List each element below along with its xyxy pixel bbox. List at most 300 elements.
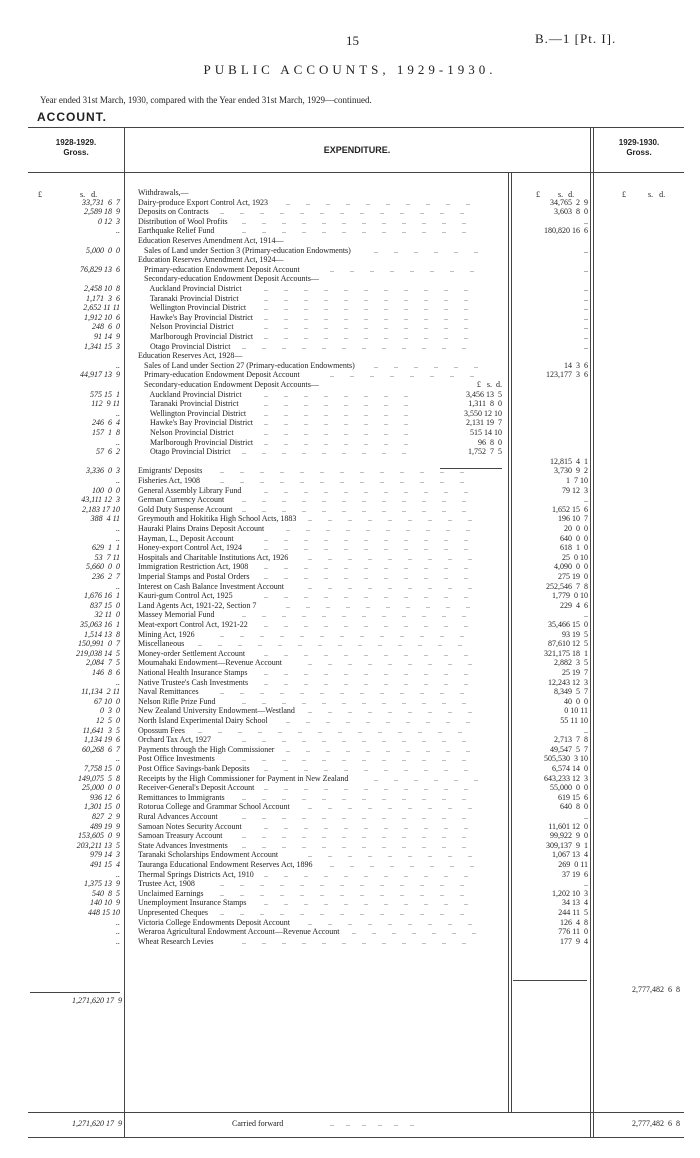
- row-leader-dots: .. .. .. .. .. .. .. .. ..: [308, 706, 472, 716]
- row-inner-amount: 1,752 7 5: [468, 447, 502, 457]
- document-reference: B.—1 [Pt. I].: [535, 31, 617, 46]
- row-leader-dots: .. .. .. .. .. .. .. .. .. .. .. ..: [242, 831, 466, 841]
- footer-prev-total: 1,271,620 17 9: [72, 1119, 122, 1128]
- row-cur-amount: 1,067 13 4: [552, 850, 588, 860]
- row-description: Imperial Stamps and Postal Orders: [138, 572, 250, 581]
- row-cur-amount: ..: [584, 725, 588, 735]
- row-description: Immigration Restriction Act, 1908: [138, 562, 249, 572]
- row-leader-dots: .. .. .. .. .. .. .. .. .. .. ..: [264, 543, 468, 553]
- row-leader-dots: .. .. .. .. .. .. .. ..: [330, 370, 474, 380]
- unit-pound: £: [38, 189, 42, 199]
- row-description: Wheat Research Levies: [138, 936, 214, 946]
- row-prev-amount: 149,075 5 8: [78, 773, 120, 783]
- row-cur-amount: ..: [584, 293, 588, 303]
- row-description: Emigrants' Deposits: [138, 466, 203, 476]
- row-cur-amount: 12,243 12 3: [548, 677, 588, 687]
- row-description: Samoan Treasury Account: [138, 831, 223, 841]
- row-cur-amount: 55 11 10: [560, 716, 588, 725]
- row-prev-amount: 3,336 0 3: [86, 466, 120, 476]
- row-leader-dots: .. .. .. .. .. .. .. .. .. .. ..: [264, 312, 468, 322]
- col-header-cur-year: 1929-1930.: [618, 138, 660, 147]
- row-leader-dots: .. .. .. .. .. .. .. .. .. .. .. ..: [242, 840, 466, 850]
- row-prev-amount: 2,183 17 10: [82, 504, 120, 514]
- header-bottom-rule: [28, 172, 684, 173]
- row-cur-amount: 309,137 9 1: [546, 840, 588, 850]
- row-inner-amount: 96 8 0: [478, 437, 502, 447]
- row-prev-amount: 57 6 2: [96, 447, 120, 457]
- row-cur-amount: 37 19 6: [562, 869, 588, 879]
- row-cur-amount: ..: [584, 610, 588, 620]
- row-description: Samoan Notes Security Account: [138, 821, 242, 831]
- row-description: Auckland Provincial District: [138, 284, 242, 293]
- row-prev-amount: 236 2 7: [92, 572, 120, 581]
- row-cur-amount: 244 11 5: [558, 908, 588, 917]
- row-prev-amount: 1,514 13 8: [84, 629, 120, 639]
- row-description: Education Reserves Amendment Act, 1924—: [138, 255, 284, 265]
- row-prev-amount: 12 5 0: [96, 716, 120, 725]
- row-prev-amount: 25,000 0 0: [82, 783, 120, 793]
- row-cur-amount: 0 10 11: [564, 706, 588, 716]
- row-cur-amount: 34 13 4: [562, 898, 588, 908]
- row-leader-dots: .. .. .. .. .. .. .. ..: [264, 399, 408, 409]
- row-prev-amount: ..: [116, 936, 120, 946]
- row-leader-dots: .. .. .. .. .. .. .. .. .. ..: [286, 600, 470, 610]
- row-cur-amount: 252,546 7 8: [546, 581, 588, 591]
- prev-currency-units: [34, 180, 118, 199]
- row-prev-amount: 91 14 9: [94, 332, 120, 341]
- row-description: Hospitals and Charitable Institutions Act, 1926: [138, 552, 289, 562]
- row-leader-dots: .. .. .. .. .. .. .. .. .. .. ..: [264, 303, 468, 313]
- row-leader-dots: .. .. .. .. .. .. .. .. ..: [308, 917, 472, 927]
- row-leader-dots: .. .. .. .. .. ..: [374, 360, 478, 370]
- footer-cur-total: 2,777,482 6 8: [632, 1119, 680, 1128]
- row-prev-amount: 489 19 9: [90, 821, 120, 831]
- row-description: Kauri-gum Control Act, 1925: [138, 591, 233, 601]
- row-cur-amount: ..: [584, 264, 588, 274]
- unit-pence: d.: [659, 189, 666, 199]
- row-cur-amount: 87,610 12 5: [548, 639, 588, 649]
- row-description: Wellington Provincial District: [138, 408, 247, 418]
- row-description: Gold Duty Suspense Account: [138, 504, 233, 514]
- row-prev-amount: 2,458 10 8: [84, 284, 120, 293]
- prev-group-total: 1,271,620 17 9: [72, 996, 122, 1005]
- row-inner-amount: 2,131 19 7: [466, 418, 502, 428]
- row-leader-dots: .. .. .. .. .. .. .. .. .. .. ..: [264, 485, 468, 495]
- row-description: Auckland Provincial District: [138, 389, 242, 399]
- row-description: Receiver-General's Deposit Account: [138, 783, 255, 793]
- row-prev-amount: ..: [116, 437, 120, 447]
- row-description: Weraroa Agricultural Endowment Account—Revenue Account: [138, 927, 340, 937]
- row-inner-amount: 3,456 13 5: [466, 389, 502, 399]
- row-cur-amount: ..: [584, 495, 588, 505]
- row-cur-amount: 6,574 14 0: [552, 764, 588, 773]
- row-cur-amount: 79 12 3: [562, 485, 588, 495]
- row-prev-amount: ..: [116, 927, 120, 937]
- row-prev-amount: 112 9 11: [91, 399, 120, 409]
- row-description: Unclaimed Earnings: [138, 888, 204, 898]
- row-description: Tauranga Educational Endowment Reserves Act, 1896: [138, 860, 313, 869]
- row-description: Primary-education Endowment Deposit Account: [138, 370, 300, 380]
- col-header-cur: [594, 138, 684, 158]
- row-description: Sales of Land under Section 3 (Primary-education Endowments): [138, 245, 351, 255]
- col-header-prev-gross: Gross.: [63, 148, 89, 157]
- row-description: Victoria College Endowments Deposit Account: [138, 917, 290, 927]
- row-description: Post Office Savings-bank Deposits: [138, 764, 250, 773]
- unit-shilling: s.: [80, 189, 86, 199]
- row-description: Rural Advances Account: [138, 812, 218, 821]
- row-leader-dots: .. .. .. .. .. .. .. .. .. .. .. .. ..: [220, 888, 464, 898]
- row-cur-amount: ..: [584, 879, 588, 889]
- row-description: Miscellaneous: [138, 639, 185, 649]
- row-description: Deposits on Contracts: [138, 207, 209, 217]
- unit-pound: £: [536, 189, 540, 199]
- row-inner-amount: 1,311 8 0: [468, 399, 502, 409]
- cur-group-total: 2,777,482 6 8: [632, 985, 680, 994]
- row-prev-amount: 827 2 9: [92, 812, 120, 821]
- row-leader-dots: .. .. .. .. .. .. .. .. .. .. .. .. ..: [220, 908, 464, 917]
- page-subtitle: Year ended 31st March, 1930, compared with the Year ended 31st March, 1929—continued.: [40, 95, 372, 105]
- row-leader-dots: .. .. .. .. .. .. .. ..: [330, 264, 474, 274]
- row-leader-dots: .. .. .. .. .. .. .. .. .. .. ..: [264, 620, 468, 629]
- row-description: Fisheries Act, 1908: [138, 476, 200, 485]
- row-cur-amount: 12,815 4 1: [550, 456, 588, 466]
- row-leader-dots: .. .. .. .. .. .. .. ..: [264, 428, 408, 437]
- row-description: Nelson Provincial District: [138, 322, 234, 332]
- row-description: Otago Provincial District: [138, 447, 231, 457]
- row-description: Unpresented Cheques: [138, 908, 208, 917]
- row-description: Rotorua College and Grammar School Account: [138, 802, 290, 812]
- row-description: Greymouth and Hokitika High School Acts, 1883: [138, 514, 297, 524]
- row-description: Taranaki Provincial District: [138, 293, 239, 303]
- row-cur-amount: 35,466 15 0: [548, 620, 588, 629]
- row-leader-dots: .. .. .. .. .. .. .. .. ..: [308, 552, 472, 562]
- row-cur-amount: 123,177 3 6: [546, 370, 588, 380]
- row-leader-dots: .. .. .. .. .. .. .. .. .. .. .. .. ..: [220, 879, 464, 889]
- row-cur-amount: 275 19 0: [558, 572, 588, 581]
- row-description: Interest on Cash Balance Investment Account: [138, 581, 284, 591]
- row-prev-amount: 157 1 8: [92, 428, 120, 437]
- row-cur-amount: 269 0 11: [558, 860, 588, 869]
- row-leader-dots: .. .. .. .. .. .. .. .. .. .. .. ..: [242, 226, 466, 236]
- row-description: Hayman, L., Deposit Account: [138, 533, 234, 543]
- row-leader-dots: .. .. .. .. .. .. .. .. .. .. .. ..: [242, 341, 466, 351]
- row-prev-amount: 1,171 3 6: [86, 293, 120, 303]
- row-leader-dots: .. .. .. .. .. .. .. .. .. .. .. ..: [242, 735, 466, 745]
- row-leader-dots: .. .. .. .. .. .. .. .. .. .. .. .. .. ..: [198, 639, 462, 649]
- row-prev-amount: 1,676 16 1: [84, 591, 120, 601]
- row-prev-amount: 575 15 1: [90, 389, 120, 399]
- row-description: Wellington Provincial District: [138, 303, 247, 313]
- row-leader-dots: .. .. .. .. .. .. .. .. .. .. .. .. ..: [220, 629, 464, 639]
- column-rule-right: [590, 127, 591, 1137]
- row-prev-amount: ..: [116, 226, 120, 236]
- row-leader-dots: .. .. .. .. .. .. .. .. .. .. ..: [264, 821, 468, 831]
- row-leader-dots: .. .. .. .. .. .. .. ..: [264, 408, 408, 418]
- row-leader-dots: .. .. .. .. .. .. .. .. .. ..: [286, 744, 470, 754]
- row-prev-amount: ..: [116, 476, 120, 485]
- row-prev-amount: 100 0 0: [92, 485, 120, 495]
- row-description: Hawke's Bay Provincial District: [138, 418, 253, 428]
- row-description: Secondary-education Endowment Deposit Accounts—: [138, 380, 319, 389]
- row-prev-amount: 35,063 16 1: [80, 620, 120, 629]
- row-leader-dots: .. .. .. .. .. ..: [374, 773, 478, 783]
- row-description: Marlborough Provincial District: [138, 332, 254, 341]
- row-cur-amount: 321,175 18 1: [544, 648, 588, 658]
- row-prev-amount: 146 8 6: [92, 668, 120, 677]
- row-cur-amount: ..: [584, 245, 588, 255]
- row-prev-amount: 629 1 1: [92, 543, 120, 553]
- row-description: Earthquake Relief Fund: [138, 226, 215, 236]
- row-cur-amount: 2,713 7 8: [554, 735, 588, 745]
- row-cur-amount: 619 15 6: [558, 792, 588, 802]
- row-description: Otago Provincial District: [138, 341, 231, 351]
- row-prev-amount: 76,829 13 6: [80, 264, 120, 274]
- row-cur-amount: 14 3 6: [564, 360, 588, 370]
- row-leader-dots: .. .. .. .. .. .. .. .. .. ..: [286, 716, 470, 725]
- cur-subtotal-rule: [513, 980, 587, 981]
- row-prev-amount: 2,652 11 11: [83, 303, 120, 313]
- row-prev-amount: 0 3 0: [100, 706, 120, 716]
- row-leader-dots: .. .. .. .. .. .. .. .. .. .. ..: [264, 591, 468, 601]
- row-prev-amount: 2,589 18 9: [84, 207, 120, 217]
- row-description: Hawke's Bay Provincial District: [138, 312, 253, 322]
- table-top-rule: [28, 127, 684, 128]
- row-prev-amount: 5,660 0 0: [86, 562, 120, 572]
- row-cur-amount: 11,601 12 0: [548, 821, 588, 831]
- row-cur-amount: 99,922 9 0: [550, 831, 588, 841]
- unit-pence: d.: [91, 189, 98, 199]
- row-inner-amount: £ s. d.: [476, 380, 502, 389]
- row-description: New Zealand University Endowment—Westland: [138, 706, 295, 716]
- row-cur-amount: 4,090 0 0: [554, 562, 588, 572]
- col-header-prev: [28, 138, 124, 158]
- row-prev-amount: 43,111 12 3: [81, 495, 120, 505]
- unit-pence: d.: [568, 189, 575, 199]
- row-prev-amount: 0 12 3: [98, 216, 120, 226]
- unit-shilling: s.: [558, 189, 564, 199]
- row-prev-amount: 153,605 0 9: [78, 831, 120, 841]
- row-description: Naval Remittances: [138, 687, 199, 697]
- row-description: Primary-education Endowment Deposit Account: [138, 264, 300, 274]
- row-cur-amount: 25 0 10: [562, 552, 588, 562]
- row-cur-amount: 2,882 3 5: [554, 658, 588, 668]
- row-leader-dots: .. .. .. .. .. .. .. ..: [330, 860, 474, 869]
- unit-pound: £: [622, 189, 626, 199]
- row-prev-amount: 44,917 13 9: [80, 370, 120, 380]
- row-leader-dots: .. .. .. .. .. .. .. .. ..: [308, 850, 472, 860]
- row-cur-amount: 643,233 12 3: [544, 773, 588, 783]
- row-cur-amount: 618 1 0: [560, 543, 588, 553]
- row-cur-amount: ..: [584, 812, 588, 821]
- row-prev-amount: ..: [116, 754, 120, 764]
- row-leader-dots: .. .. .. .. .. .. .. .. ..: [308, 514, 472, 524]
- row-prev-amount: 246 6 4: [92, 418, 120, 428]
- row-description: Taranaki Provincial District: [138, 399, 239, 409]
- row-description: Mining Act, 1926: [138, 629, 195, 639]
- row-prev-amount: ..: [116, 524, 120, 533]
- row-cur-amount: 229 4 6: [560, 600, 588, 610]
- row-leader-dots: .. .. .. .. .. .. .. .. .. .. ..: [264, 284, 468, 293]
- row-cur-amount: 1,779 0 10: [552, 591, 588, 601]
- row-leader-dots: .. .. .. .. .. .. .. ..: [264, 437, 408, 447]
- row-description: Secondary-education Endowment Deposit Accounts—: [138, 274, 319, 284]
- row-prev-amount: 5,000 0 0: [86, 245, 120, 255]
- row-description: Hauraki Plains Drains Deposit Account: [138, 524, 265, 533]
- row-leader-dots: .. .. .. .. .. .. .. .. .. .. .. ..: [242, 754, 466, 764]
- section-heading: ACCOUNT.: [37, 110, 107, 124]
- row-prev-amount: 150,991 0 7: [78, 639, 120, 649]
- prev-total-rule: [30, 992, 120, 993]
- row-prev-amount: 140 10 9: [90, 898, 120, 908]
- row-cur-amount: 3,603 8 0: [554, 207, 588, 217]
- row-description: Orchard Tax Act, 1927: [138, 735, 212, 745]
- row-leader-dots: .. .. .. .. .. .. .. .. .. .. ..: [264, 783, 468, 793]
- row-cur-amount: 20 0 0: [564, 524, 588, 533]
- row-description: Native Trustee's Cash Investments: [138, 677, 249, 687]
- row-leader-dots: .. .. .. .. .. .. .. .. .. .. .. .. ..: [220, 207, 464, 217]
- row-prev-amount: 67 10 0: [94, 696, 120, 706]
- row-description: Moumahaki Endowment—Revenue Account: [138, 658, 282, 668]
- row-prev-amount: 540 8 5: [92, 888, 120, 898]
- row-leader-dots: .. .. .. .. .. .. .. .. .. .. .. ..: [242, 812, 466, 821]
- col-header-prev-year: 1928-1929.: [55, 138, 97, 147]
- row-leader-dots: .. .. .. .. .. .. .. .. .. .. ..: [264, 668, 468, 677]
- row-prev-amount: ..: [116, 581, 120, 591]
- page-number: 15: [346, 33, 359, 48]
- row-prev-amount: 1,912 10 6: [84, 312, 120, 322]
- row-description: Remittances to Immigrants: [138, 792, 225, 802]
- col-header-expenditure: EXPENDITURE.: [323, 145, 391, 155]
- row-leader-dots: .. .. .. .. .. .. .. .. .. ..: [286, 197, 470, 207]
- row-prev-amount: 1,134 19 6: [84, 735, 120, 745]
- row-prev-amount: 53 7 11: [94, 552, 120, 562]
- row-prev-amount: 32 11 0: [94, 610, 120, 620]
- row-prev-amount: 448 15 10: [88, 908, 120, 917]
- row-prev-amount: 60,268 6 7: [82, 744, 120, 754]
- row-prev-amount: ..: [116, 917, 120, 927]
- total-currency-units: [618, 180, 684, 199]
- row-prev-amount: 219,038 14 5: [76, 648, 120, 658]
- row-description: Opossum Fees: [138, 725, 185, 735]
- row-leader-dots: .. .. .. .. .. .. .. .. .. .. ..: [264, 764, 468, 773]
- row-leader-dots: .. .. .. .. .. .. .. .. .. .. ..: [264, 869, 468, 879]
- row-cur-amount: 8,349 5 7: [554, 687, 588, 697]
- row-cur-amount: 126 4 8: [560, 917, 588, 927]
- row-cur-amount: ..: [584, 303, 588, 313]
- row-cur-amount: ..: [584, 341, 588, 351]
- row-leader-dots: .. .. .. .. .. .. .. .. .. .. .. .. .. ..: [198, 725, 462, 735]
- row-cur-amount: ..: [584, 332, 588, 341]
- row-description: Post Office Investments: [138, 754, 215, 764]
- row-prev-amount: 1,375 13 9: [84, 879, 120, 889]
- row-description: Massey Memorial Fund: [138, 610, 215, 620]
- row-leader-dots: .. .. .. .. .. .. .. .. .. .. ..: [264, 562, 468, 572]
- row-cur-amount: 3,730 9 2: [554, 466, 588, 476]
- row-leader-dots: .. .. .. .. .. .. .. .. .. .. .. .. ..: [220, 687, 464, 697]
- row-description: National Health Insurance Stamps: [138, 668, 248, 677]
- unit-shilling: s.: [648, 189, 654, 199]
- row-description: Thermal Springs Districts Act, 1910: [138, 869, 254, 879]
- row-cur-amount: 177 9 4: [560, 936, 588, 946]
- row-description: Sales of Land under Section 27 (Primary-education Endowments): [138, 360, 355, 370]
- row-inner-amount: 515 14 10: [470, 428, 502, 437]
- row-cur-amount: 180,820 16 6: [544, 226, 588, 236]
- row-prev-amount: 2,084 7 5: [86, 658, 120, 668]
- row-leader-dots: .. .. .. .. .. .. .. .. .. .. ..: [264, 293, 468, 303]
- row-prev-amount: ..: [116, 408, 120, 418]
- row-prev-amount: 388 4 11: [90, 514, 120, 524]
- row-description: Payments through the High Commissioner: [138, 744, 275, 754]
- row-prev-amount: 203,211 13 5: [76, 840, 120, 850]
- row-cur-amount: 49,547 5 7: [550, 744, 588, 754]
- row-description: Withdrawals,—: [138, 188, 189, 197]
- row-leader-dots: .. .. .. .. .. ..: [374, 245, 478, 255]
- row-prev-amount: ..: [116, 360, 120, 370]
- row-leader-dots: .. .. .. .. .. .. .. .. .. .. .. ..: [242, 495, 466, 505]
- row-cur-amount: 55,000 0 0: [550, 783, 588, 793]
- row-leader-dots: .. .. .. .. .. .. .. .. .. .. .. ..: [242, 216, 466, 226]
- row-description: Nelson Provincial District: [138, 428, 234, 437]
- row-description: General Assembly Library Fund: [138, 485, 242, 495]
- row-description: Dairy-produce Export Control Act, 1923: [138, 197, 268, 207]
- row-description: Money-order Settlement Account: [138, 648, 246, 658]
- row-leader-dots: .. .. .. .. .. .. .. .. .. .. .. .. ..: [220, 476, 464, 485]
- row-prev-amount: 248 6 0: [92, 322, 120, 332]
- row-leader-dots: .. .. .. .. .. .. .. .. ..: [308, 581, 472, 591]
- row-cur-amount: ..: [584, 216, 588, 226]
- row-cur-amount: ..: [584, 312, 588, 322]
- row-leader-dots: .. .. .. .. .. .. .. .. .. ..: [286, 524, 470, 533]
- row-cur-amount: 93 19 5: [562, 629, 588, 639]
- row-prev-amount: 33,731 6 7: [82, 197, 120, 207]
- row-leader-dots: .. .. .. .. .. .. .. .. .. .. ..: [264, 898, 468, 908]
- row-description: Unemployment Insurance Stamps: [138, 898, 247, 908]
- row-leader-dots: .. .. .. .. .. .. .. .. ..: [308, 658, 472, 668]
- row-description: Land Agents Act, 1921-22, Section 7: [138, 600, 257, 610]
- row-description: Distribution of Wool Profits: [138, 216, 228, 226]
- row-cur-amount: 776 11 0: [558, 927, 588, 937]
- row-cur-amount: 40 0 0: [564, 696, 588, 706]
- row-leader-dots: .. .. .. .. .. .. .. .. .. .. ..: [264, 677, 468, 687]
- row-leader-dots: .. .. .. .. .. .. .. .. .. .. .. .. ..: [220, 466, 464, 476]
- row-cur-amount: 1 7 10: [566, 476, 588, 485]
- table-bottom-rule: [28, 1137, 684, 1138]
- row-description: Education Reserves Amendment Act, 1914—: [138, 236, 284, 245]
- row-cur-amount: 196 10 7: [558, 514, 588, 524]
- cur-currency-units: [532, 180, 592, 199]
- row-description: Receipts by the High Commissioner for Payment in New Zealand: [138, 773, 349, 783]
- row-cur-amount: 505,530 3 10: [544, 754, 588, 764]
- row-leader-dots: .. .. .. .. .. .. .. .. ..: [308, 802, 472, 812]
- row-prev-amount: 979 14 3: [90, 850, 120, 860]
- row-prev-amount: 1,301 15 0: [84, 802, 120, 812]
- row-description: State Advances Investments: [138, 840, 228, 850]
- column-rule-cur: [508, 172, 509, 1112]
- row-leader-dots: .. .. .. .. .. .. .. ..: [264, 418, 408, 428]
- row-prev-amount: ..: [116, 869, 120, 879]
- row-description: Honey-export Control Act, 1924: [138, 543, 242, 553]
- row-leader-dots: .. .. .. .. .. .. .. .. .. .. .. ..: [242, 936, 466, 946]
- column-rule-left: [124, 127, 125, 1137]
- row-inner-amount: 3,550 12 10: [464, 408, 502, 418]
- row-leader-dots: .. .. .. .. .. .. .. .. .. .. .. ..: [242, 610, 466, 620]
- row-prev-amount: 7,758 15 0: [84, 764, 120, 773]
- row-description: German Currency Account: [138, 495, 225, 505]
- row-description: Marlborough Provincial District: [138, 437, 254, 447]
- row-cur-amount: ..: [584, 284, 588, 293]
- row-cur-amount: ..: [584, 322, 588, 332]
- row-prev-amount: 11,641 3 5: [82, 725, 120, 735]
